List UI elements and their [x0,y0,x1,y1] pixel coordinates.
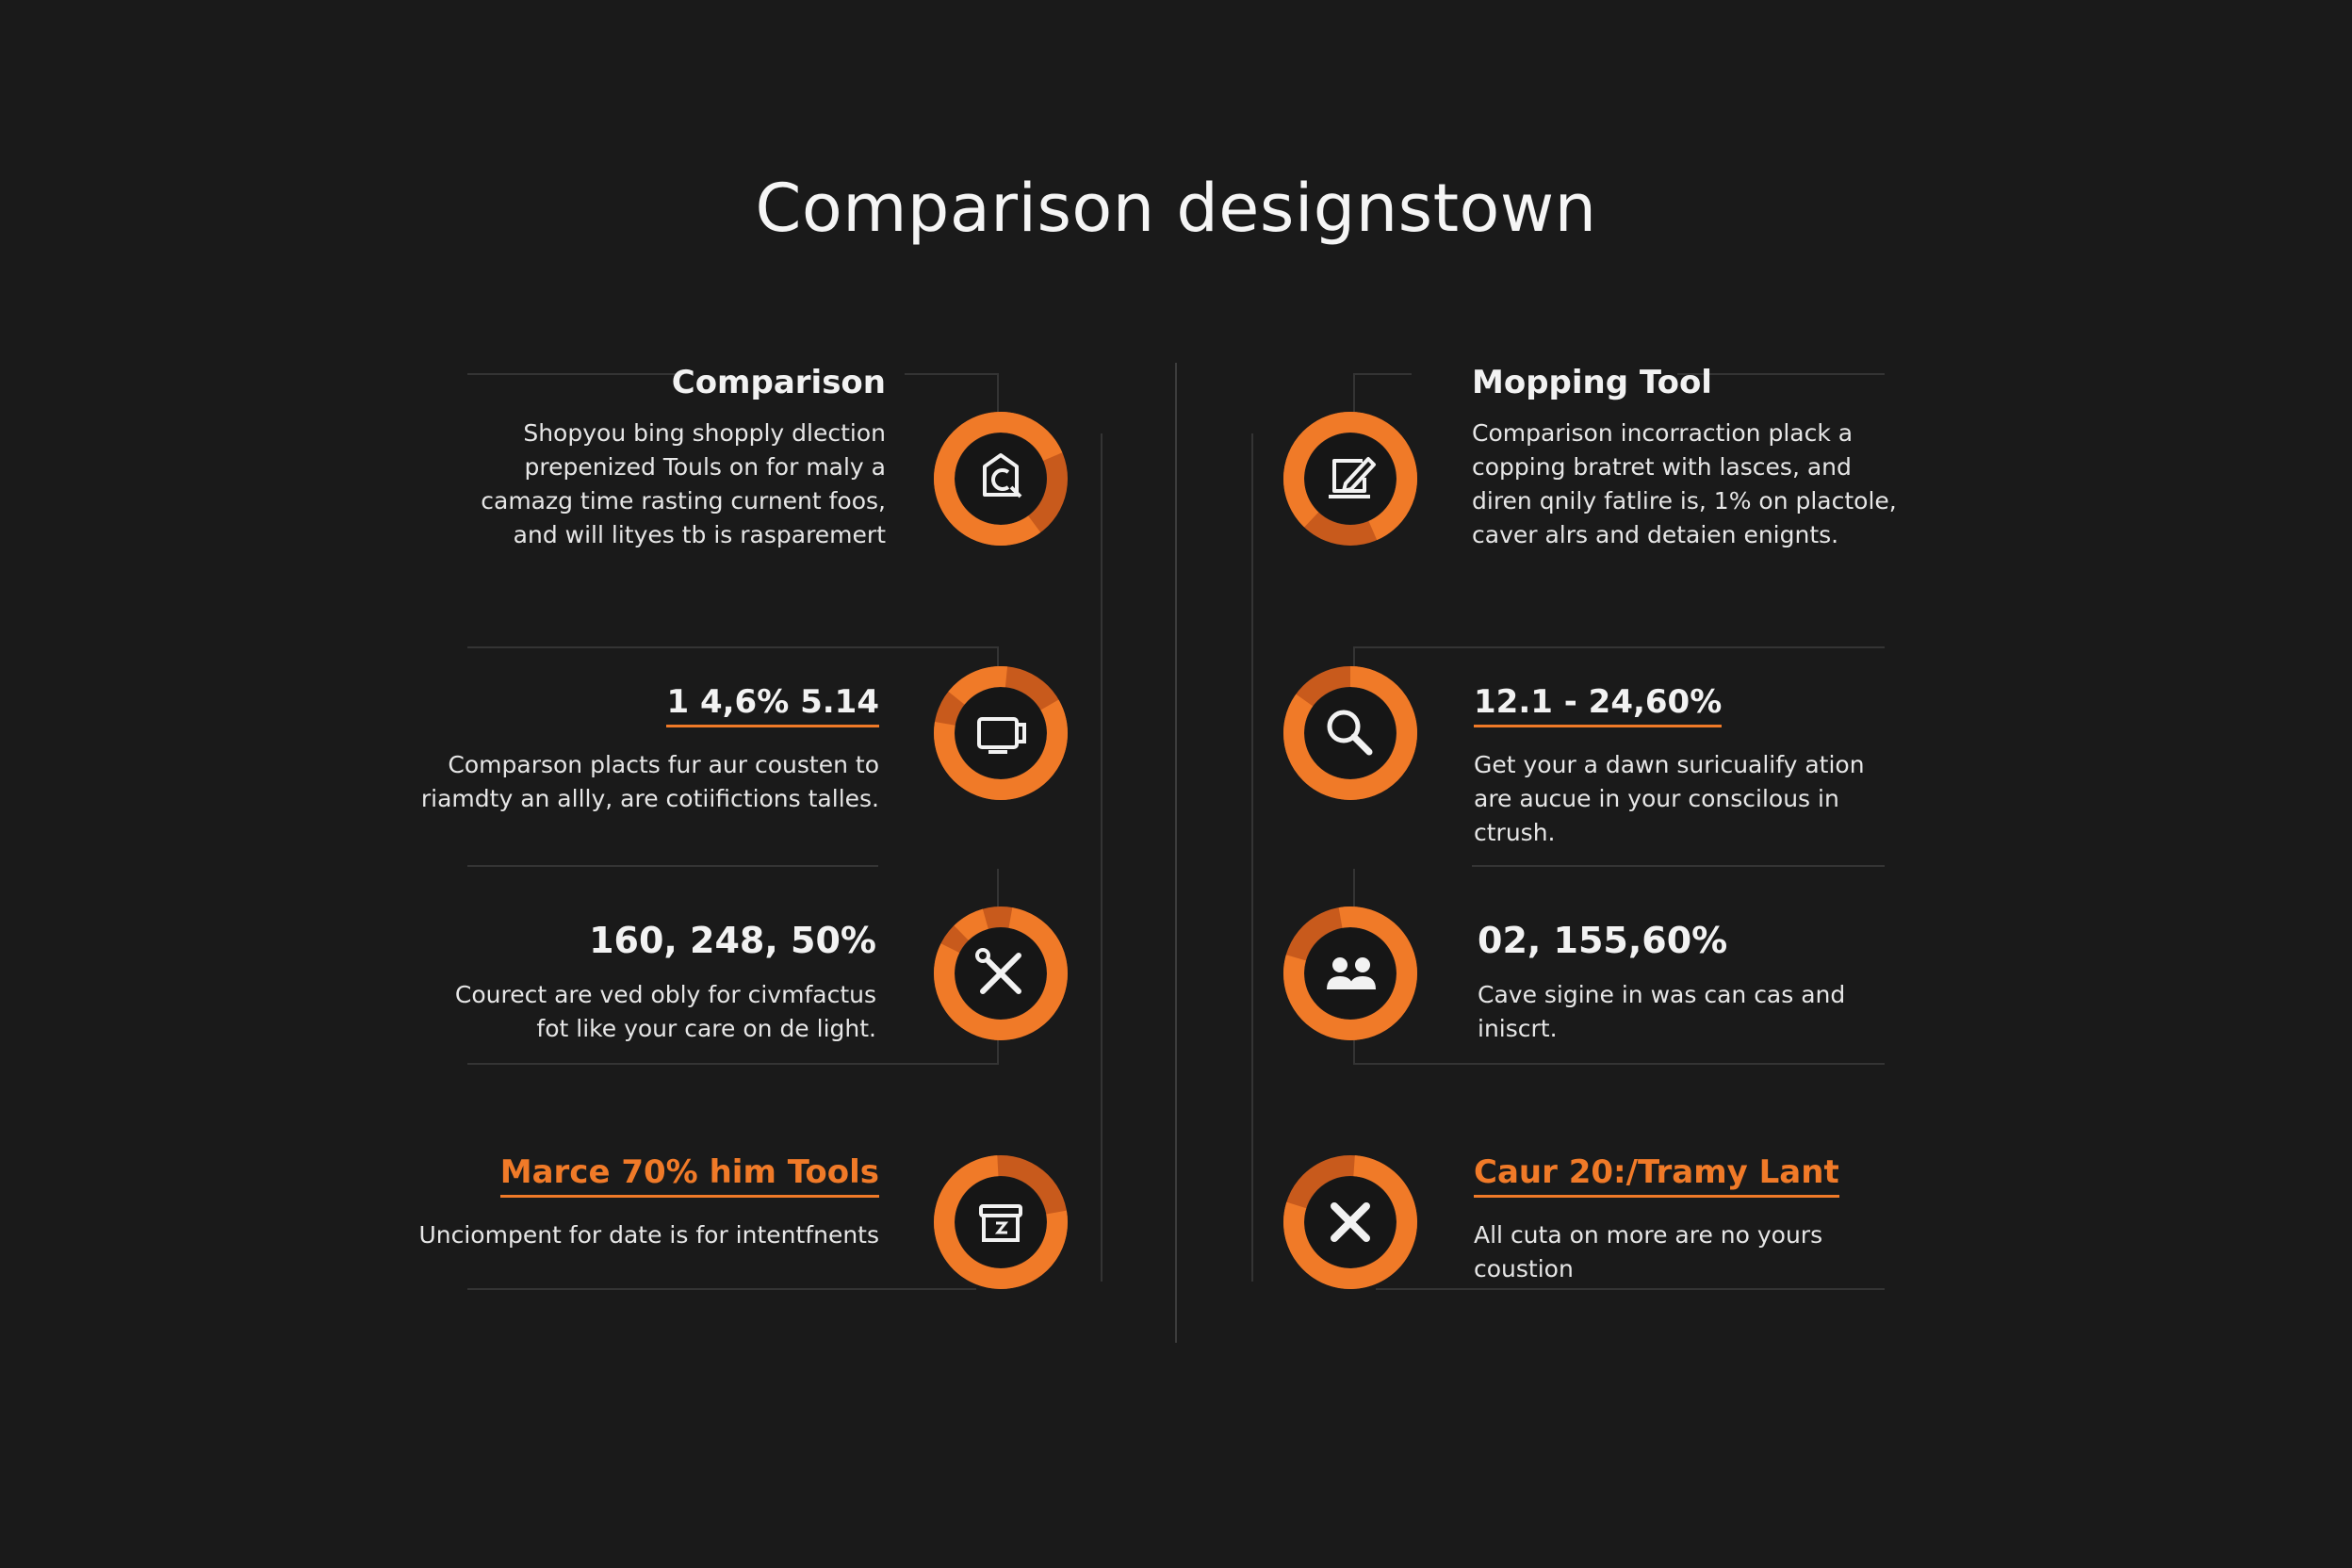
divider [1376,1288,1885,1290]
item-heading: 02, 155,60% [1478,920,1728,961]
divider [1472,865,1885,867]
left-item [415,920,876,1046]
item-heading: 1 4,6% 5.14 [666,681,879,727]
archive-icon [930,1152,1071,1293]
page-title: Comparison designstown [755,170,1597,247]
item-heading: Caur 20:/Tramy Lant [1474,1152,1839,1198]
users-icon [1280,903,1421,1044]
search-icon [1280,662,1421,804]
left-item [415,1152,879,1252]
divider [1101,433,1102,1282]
right-item [1472,362,1905,552]
item-description: Get your a dawn suricualify ation are aucue in your conscilous in ctrush. [1474,751,1865,846]
right-item [1474,1152,1926,1286]
left-item [415,681,879,816]
item-description: Courect are ved obly for civmfactus fot like your care on de light. [454,981,876,1042]
package-icon [930,408,1071,549]
divider [1251,433,1253,1282]
divider [467,1063,999,1065]
item-description: Comparison incorraction plack a copping bratret with lasces, and diren qnily fatlire is, 1% on plactole, caver alrs and detaien enignts. [1472,419,1897,548]
divider [905,373,999,375]
right-item [1474,681,1926,850]
item-heading: Comparison [671,364,886,401]
item-description: Unciompent for date is for intentfnents [418,1221,879,1249]
divider [1353,373,1412,375]
item-heading: Mopping Tool [1472,364,1712,401]
center-divider [1175,363,1177,1343]
divider [467,1288,976,1290]
item-heading: 12.1 - 24,60% [1474,681,1722,727]
item-description: All cuta on more are no yours coustion [1474,1221,1823,1282]
item-heading: Marce 70% him Tools [500,1152,879,1198]
tools-icon [930,903,1071,1044]
close-icon [1280,1152,1421,1293]
divider [467,646,999,648]
item-description: Cave sigine in was can cas and iniscrt. [1478,981,1846,1042]
right-item [1478,920,1930,1046]
left-item [452,362,886,552]
divider [1353,646,1885,648]
divider [467,865,878,867]
item-heading: 160, 248, 50% [589,920,876,961]
divider [1353,1063,1885,1065]
item-description: Shopyou bing shopply dlection prepenized Touls on for maly a camazg time rasting curnent foos, and will lityes tb is rasparemert [481,419,886,548]
device-icon [930,662,1071,804]
item-description: Comparson placts fur aur cousten to riamdty an allly, are cotiifictions talles. [420,751,879,812]
edit-icon [1280,408,1421,549]
